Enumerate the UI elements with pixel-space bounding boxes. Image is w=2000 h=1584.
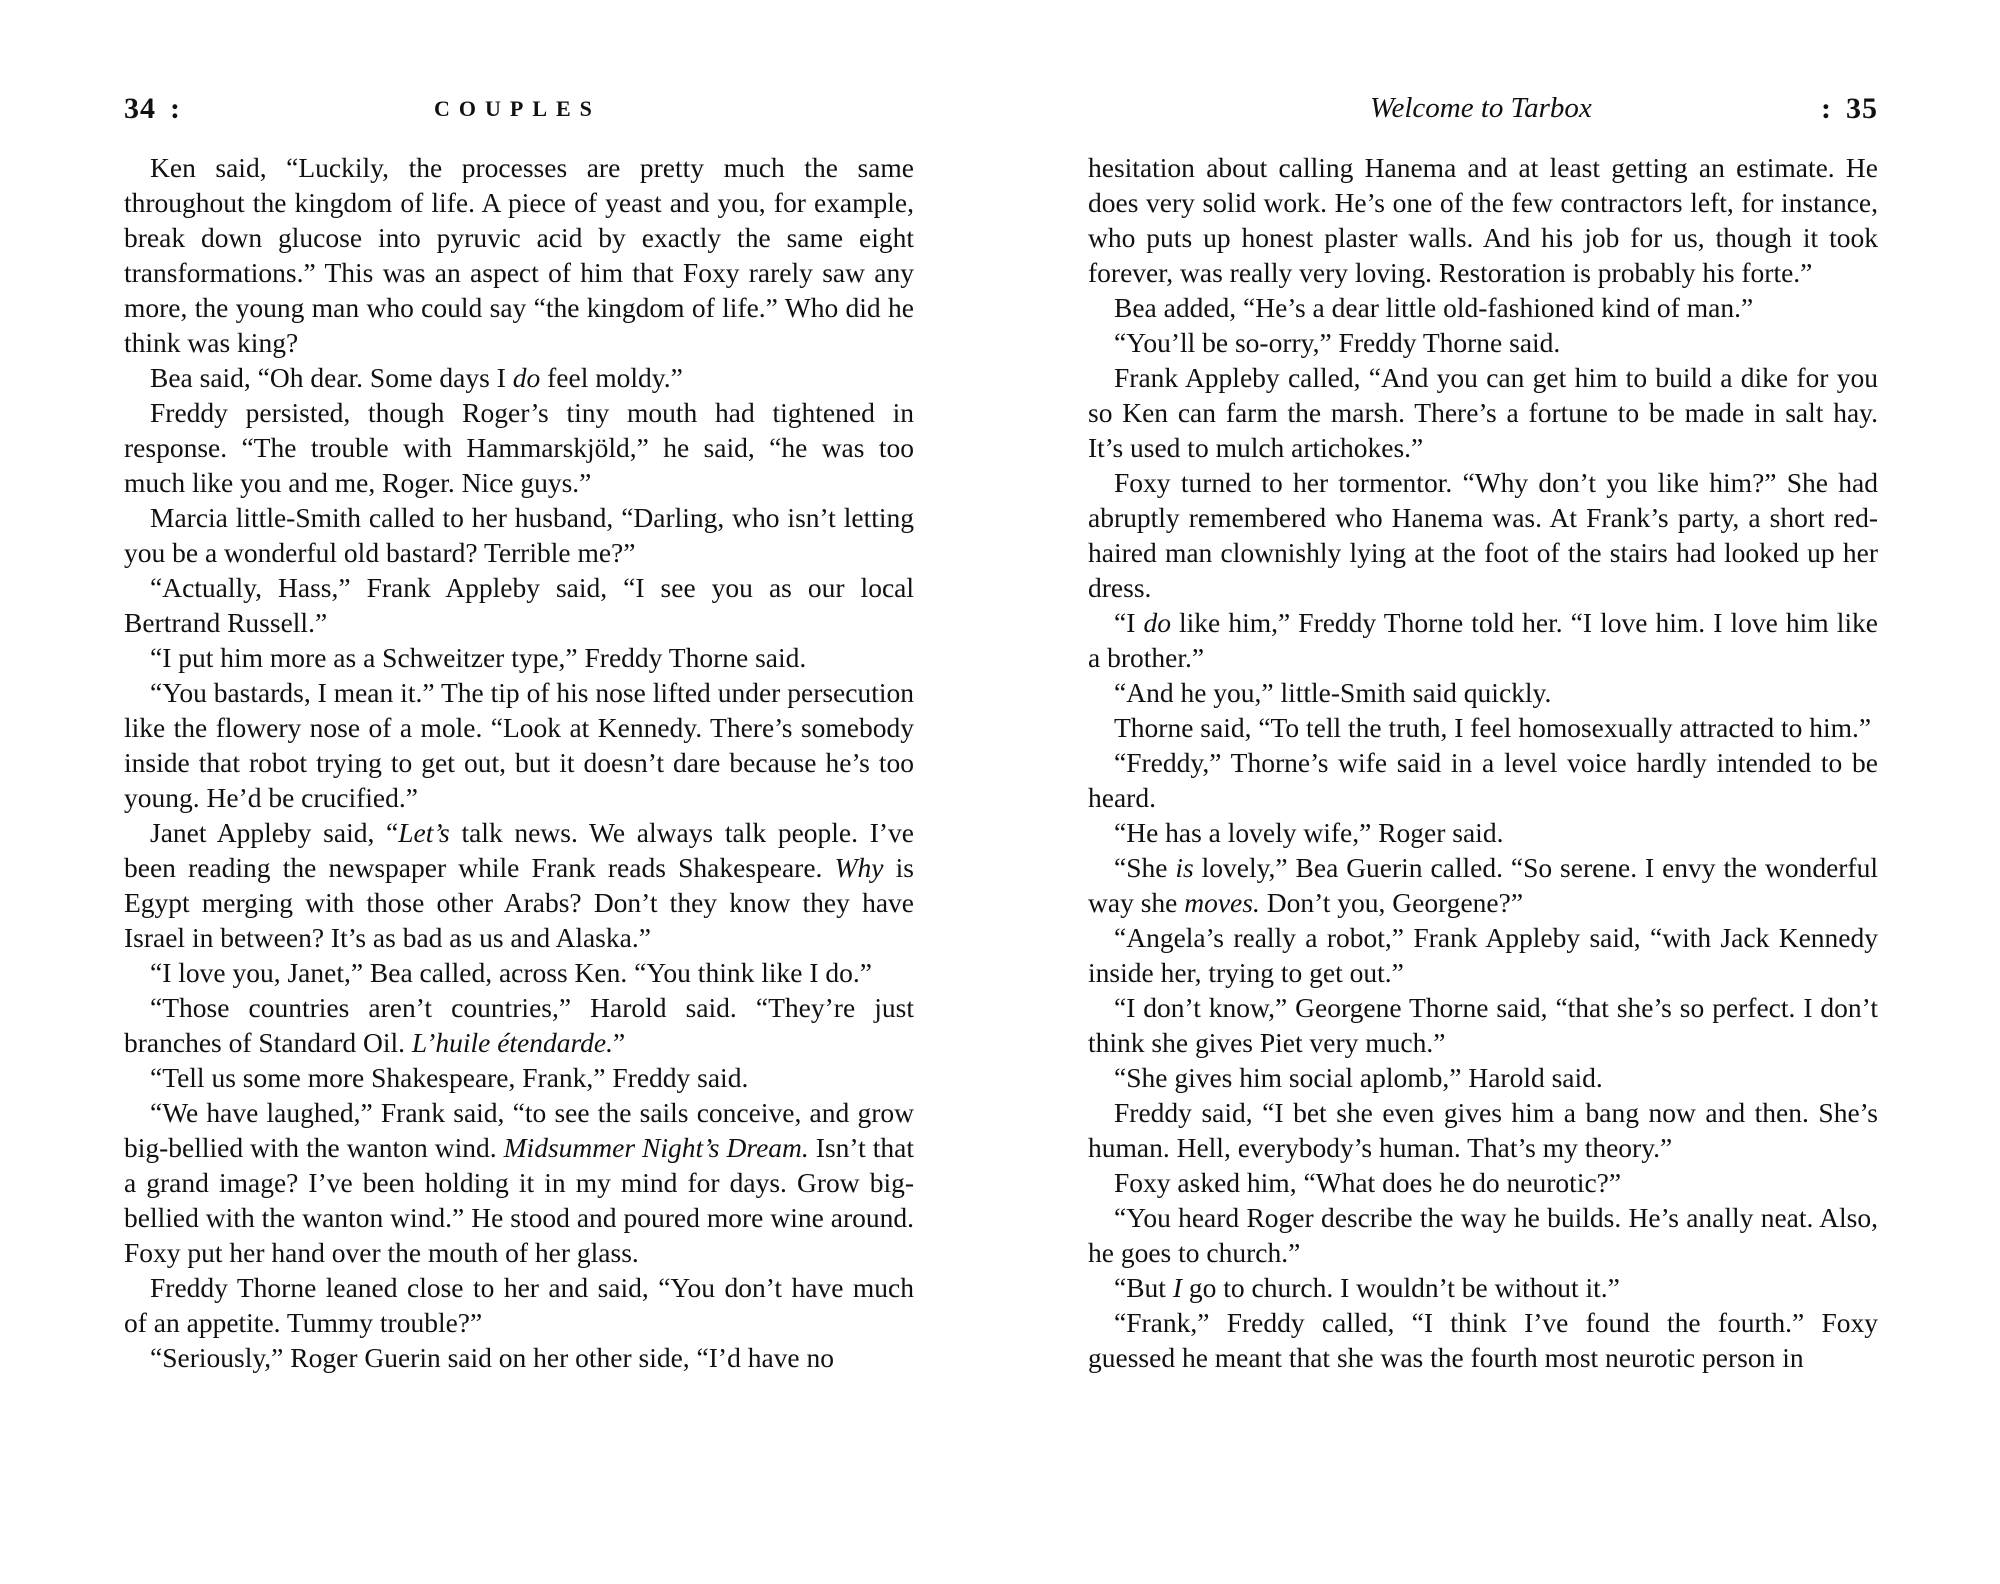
paragraph [124,1340,914,1375]
page-number: 35 [1846,92,1878,125]
paragraph [1088,815,1878,850]
text-run: is Egypt merging with those other Arabs? Don’t they know they have Israel in between? It’s as bad as us and Alaska.” [124,852,915,953]
text-run: “I love you, Janet,” Bea called, across Ken. “You think like I do.” [150,957,872,988]
text-run: “I [1114,607,1144,638]
text-run: “Angela’s really a robot,” Frank Appleby said, “with Jack Kennedy inside her, trying to get out.” [1088,922,1878,988]
paragraph [124,395,914,500]
italic-text: L’huile étendarde. [411,1027,614,1058]
text-run: Marcia little-Smith called to her husband, “Darling, who isn’t letting you be a wonderful old bastard? Terrible me?” [124,502,914,568]
text-run: Bea said, “Oh dear. Some days I [150,362,513,393]
italic-text: I [1172,1272,1182,1303]
text-run: Bea added, “He’s a dear little old-fashioned kind of man.” [1114,292,1754,323]
paragraph [1088,360,1878,465]
paragraph [1088,1305,1878,1375]
text-run: Janet Appleby said, “ [150,817,399,848]
paragraph [1088,920,1878,990]
right-running-head [1088,92,1878,132]
text-run: Don’t you, Georgene?” [1259,887,1524,918]
text-run: “But [1114,1272,1173,1303]
text-run: “Freddy,” Thorne’s wife said in a level voice hardly intended to be heard. [1088,747,1878,813]
right-text-block [1088,150,1878,1375]
running-title: COUPLES [434,96,601,121]
paragraph [124,1060,914,1095]
text-run: like him,” Freddy Thorne told her. “I love him. I love him like a brother.” [1088,607,1878,673]
paragraph [124,640,914,675]
paragraph [124,360,914,395]
text-run: talk news. We always talk people. I’ve been reading the newspaper while Frank reads Shakespeare. [124,817,914,883]
paragraph [1088,990,1878,1060]
italic-text: Midsummer Night’s Dream. [503,1132,809,1163]
paragraph [124,500,914,570]
text-run: go to church. I wouldn’t be without it.” [1182,1272,1620,1303]
left-text-block [124,150,914,1375]
text-run: “He has a lovely wife,” Roger said. [1114,817,1504,848]
italic-text: do [1143,607,1171,638]
page-number-separator: : [1821,92,1832,125]
italic-text: moves. [1184,887,1260,918]
paragraph [1088,710,1878,745]
text-run: Freddy Thorne leaned close to her and said, “You don’t have much of an appetite. Tummy trouble?” [124,1272,914,1338]
italic-text: Why [834,852,884,883]
left-running-head [124,92,914,132]
text-run: “Those countries aren’t countries,” Harold said. “They’re just branches of Standard Oil. [124,992,914,1058]
paragraph [1088,675,1878,710]
paragraph [124,955,914,990]
text-run: “I don’t know,” Georgene Thorne said, “that she’s so perfect. I don’t think she gives Piet very much.” [1088,992,1878,1058]
text-run: “She [1114,852,1176,883]
italic-text: Let’s [398,817,450,848]
text-run: lovely,” Bea Guerin called. “So serene. I envy the wonderful way she [1088,852,1878,918]
paragraph [1088,290,1878,325]
text-run: “You heard Roger describe the way he builds. He’s anally neat. Also, he goes to church.” [1088,1202,1878,1268]
paragraph [1088,850,1878,920]
text-run: “Actually, Hass,” Frank Appleby said, “I see you as our local Bertrand Russell.” [124,572,914,638]
paragraph [124,815,914,955]
paragraph [124,1270,914,1340]
text-run: “She gives him social aplomb,” Harold said. [1114,1062,1603,1093]
italic-text: do [512,362,541,393]
text-run: Foxy turned to her tormentor. “Why don’t you like him?” She had abruptly remembered who Hanema was. At Frank’s party, a short red-haired man clownishly lying at the foot of the stairs had looked up her dress. [1088,467,1878,603]
italic-text: is [1175,852,1194,883]
page-number: 34 [124,92,156,125]
paragraph [1088,465,1878,605]
text-run: “Tell us some more Shakespeare, Frank,” Freddy said. [150,1062,749,1093]
text-run: ” [613,1027,626,1058]
paragraph [1088,1270,1878,1305]
text-run: Freddy persisted, though Roger’s tiny mouth had tightened in response. “The trouble with Hammarskjöld,” he said, “he was too much like you and me, Roger. Nice guys.” [124,397,914,498]
text-run: “Seriously,” Roger Guerin said on her other side, “I’d have no [150,1342,834,1373]
paragraph [124,150,914,360]
text-run: Freddy said, “I bet she even gives him a bang now and then. She’s human. Hell, everybody’s human. That’s my theory.” [1088,1097,1878,1163]
text-run: Ken said, “Luckily, the processes are pretty much the same throughout the kingdom of life. A piece of yeast and you, for example, break down glucose into pyruvic acid by exactly the same eight transformations.” This was an aspect of him that Foxy rarely saw any more, the young man who could say “the kingdom of life.” Who did he think was king? [124,152,914,358]
running-title: Welcome to Tarbox [1370,92,1592,124]
text-run: feel moldy.” [540,362,683,393]
text-run: “Frank,” Freddy called, “I think I’ve found the fourth.” Foxy guessed he meant that she was the fourth most neurotic person in [1088,1307,1878,1373]
paragraph [1088,745,1878,815]
paragraph [1088,1095,1878,1165]
text-run: “You bastards, I mean it.” The tip of his nose lifted under persecution like the flowery nose of a mole. “Look at Kennedy. There’s somebody inside that robot trying to get out, but it doesn’t dare because he’s too young. He’d be crucified.” [124,677,914,813]
paragraph [1088,150,1878,290]
paragraph [124,675,914,815]
text-run: “I put him more as a Schweitzer type,” Freddy Thorne said. [150,642,807,673]
text-run: Frank Appleby called, “And you can get him to build a dike for you so Ken can farm the marsh. There’s a fortune to be made in salt hay. It’s used to mulch artichokes.” [1088,362,1878,463]
text-run: Isn’t that a grand image? I’ve been holding it in my mind for days. Grow big-bellied with the wanton wind.” He stood and poured more wine around. Foxy put her hand over the mouth of her glass. [124,1132,914,1268]
text-run: “You’ll be so-orry,” Freddy Thorne said. [1114,327,1561,358]
text-run: “And he you,” little-Smith said quickly. [1114,677,1552,708]
text-run: Foxy asked him, “What does he do neurotic?” [1114,1167,1622,1198]
paragraph [1088,605,1878,675]
paragraph [124,990,914,1060]
paragraph [124,1095,914,1270]
paragraph [1088,325,1878,360]
paragraph [1088,1200,1878,1270]
paragraph [1088,1060,1878,1095]
text-run: “We have laughed,” Frank said, “to see the sails conceive, and grow big-bellied with the wanton wind. [124,1097,914,1163]
text-run: hesitation about calling Hanema and at least getting an estimate. He does very solid work. He’s one of the few contractors left, for instance, who puts up honest plaster walls. And his job for us, though it took forever, was really very loving. Restoration is probably his forte.” [1088,152,1878,288]
page-number-separator: : [170,92,181,125]
paragraph [124,570,914,640]
text-run: Thorne said, “To tell the truth, I feel homosexually attracted to him.” [1114,712,1872,743]
paragraph [1088,1165,1878,1200]
